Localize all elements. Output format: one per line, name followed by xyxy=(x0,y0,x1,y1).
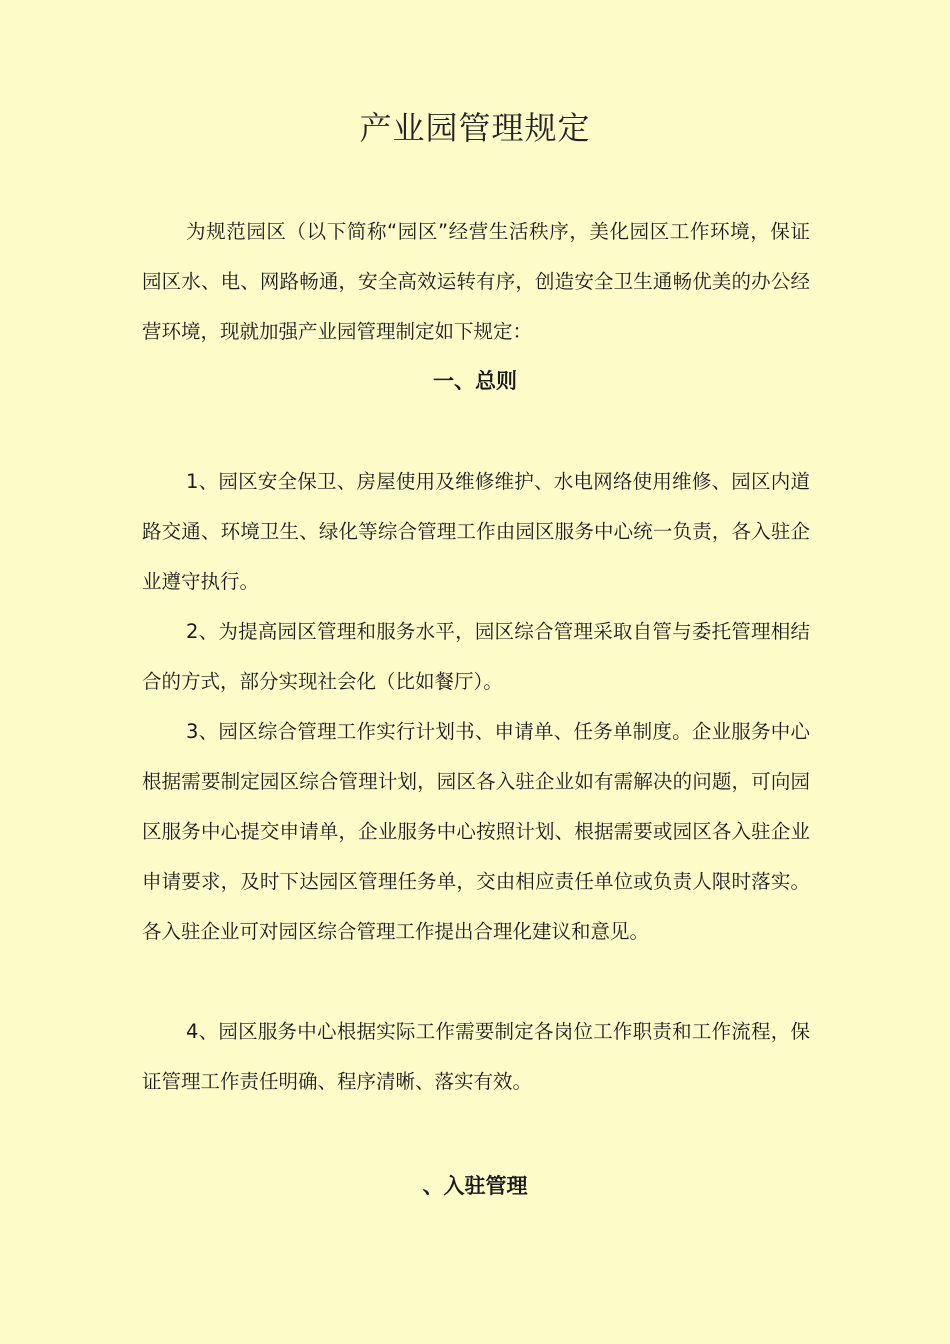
paragraph-4: 4、园区服务中心根据实际工作需要制定各岗位工作职责和工作流程，保证管理工作责任明确、程序清晰、落实有效。 xyxy=(142,1020,810,1093)
section-heading-general: 一、总则 xyxy=(433,369,517,393)
paragraph-3: 3、园区综合管理工作实行计划书、申请单、任务单制度。企业服务中心根据需要制定园区综合管理计划，园区各入驻企业如有需解决的问题，可向园区服务中心提交申请单，企业服务中心按照计划、根据需要或园区各入驻企业申请要求，及时下达园区管理任务单，交由相应责任单位或负责人限时落实。各入驻企业可对园区综合管理工作提出合理化建议和意见。 xyxy=(142,720,810,943)
document-title: 产业园管理规定 xyxy=(359,109,591,147)
paragraph-2: 2、为提高园区管理和服务水平，园区综合管理采取自管与委托管理相结合的方式，部分实现社会化（比如餐厅）。 xyxy=(142,620,810,693)
paragraph-1: 1、园区安全保卫、房屋使用及维修维护、水电网络使用维修、园区内道路交通、环境卫生、绿化等综合管理工作由园区服务中心统一负责，各入驻企业遵守执行。 xyxy=(142,470,810,593)
intro-paragraph: 为规范园区（以下简称“园区”经营生活秩序，美化园区工作环境，保证园区水、电、网路畅通，安全高效运转有序，创造安全卫生通畅优美的办公经营环境，现就加强产业园管理制定如下规定： xyxy=(142,220,810,343)
section-heading-settlement: 、入驻管理 xyxy=(422,1174,528,1198)
